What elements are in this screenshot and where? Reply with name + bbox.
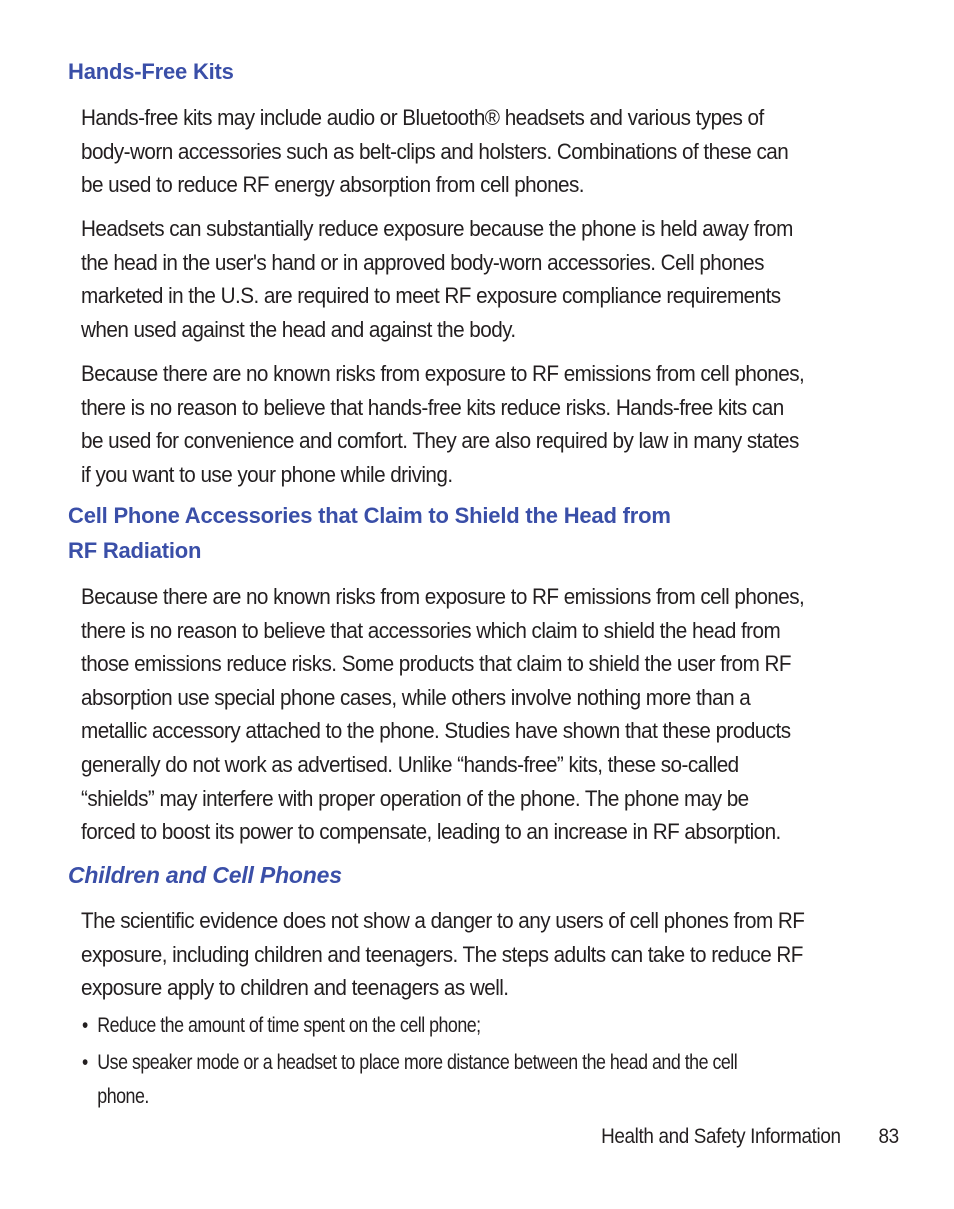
- bullet-item-reduce-time: [82, 1009, 481, 1043]
- text-line: Because there are no known risks from exposure to RF emissions from cell phones,: [81, 584, 805, 609]
- bullet-marker: •: [82, 1051, 88, 1074]
- bullet-text-continued: phone.: [97, 1085, 149, 1108]
- text-line: if you want to use your phone while driving.: [81, 461, 453, 487]
- text-line: metallic accessory attached to the phone. Studies have shown that these products: [81, 718, 791, 744]
- page-number: 83: [878, 1125, 899, 1148]
- heading-children-and-cell-phones: Children and Cell Phones: [68, 862, 342, 888]
- bullet-text: Use speaker mode or a headset to place more distance between the head and the cell: [97, 1051, 738, 1074]
- bullet-item-speaker-mode: [82, 1046, 737, 1114]
- text-line: generally do not work as advertised. Unlike “hands-free” kits, these so-called: [81, 751, 739, 777]
- text-line: “shields” may interfere with proper operation of the phone. The phone may be: [81, 785, 749, 811]
- footer-section-title: Health and Safety Information: [601, 1125, 841, 1148]
- text-line: the head in the user's hand or in approved body-worn accessories. Cell phones: [81, 249, 764, 275]
- text-line: absorption use special phone cases, while others involve nothing more than a: [81, 684, 751, 710]
- bullet-marker: •: [82, 1014, 88, 1037]
- text-line: Hands-free kits may include audio or Bluetooth® headsets and various types of: [81, 105, 764, 130]
- text-line: marketed in the U.S. are required to meet RF exposure compliance requirements: [81, 283, 781, 309]
- paragraph-shield-1: [81, 580, 835, 849]
- text-line: Headsets can substantially reduce exposure because the phone is held away from: [81, 216, 793, 241]
- text-line: there is no reason to believe that hands-free kits reduce risks. Hands-free kits can: [81, 394, 784, 420]
- text-line: Because there are no known risks from exposure to RF emissions from cell phones,: [81, 361, 805, 386]
- text-line: there is no reason to believe that accessories which claim to shield the head from: [81, 617, 781, 643]
- text-line: body-worn accessories such as belt-clips and holsters. Combinations of these can: [81, 138, 789, 164]
- paragraph-hands-free-1: [81, 101, 835, 202]
- text-line: The scientific evidence does not show a danger to any users of cell phones from RF: [81, 908, 805, 933]
- paragraph-children-1: [81, 904, 835, 1005]
- text-line: those emissions reduce risks. Some products that claim to shield the user from RF: [81, 651, 791, 677]
- paragraph-hands-free-3: [81, 357, 835, 491]
- text-line: exposure apply to children and teenagers as well.: [81, 975, 509, 1001]
- text-line: when used against the head and against the body.: [81, 316, 516, 342]
- heading-shield-accessories-line2: RF Radiation: [68, 538, 202, 563]
- heading-shield-accessories: Cell Phone Accessories that Claim to Shield the Head from: [68, 503, 671, 528]
- paragraph-hands-free-2: [81, 212, 835, 346]
- bullet-text: Reduce the amount of time spent on the cell phone;: [97, 1014, 481, 1037]
- heading-hands-free-kits: Hands-Free Kits: [68, 59, 234, 84]
- text-line: exposure, including children and teenagers. The steps adults can take to reduce RF: [81, 941, 803, 967]
- text-line: be used for convenience and comfort. They are also required by law in many states: [81, 428, 799, 454]
- text-line: forced to boost its power to compensate, leading to an increase in RF absorption.: [81, 819, 781, 845]
- text-line: be used to reduce RF energy absorption from cell phones.: [81, 172, 584, 198]
- page-footer: [601, 1125, 899, 1149]
